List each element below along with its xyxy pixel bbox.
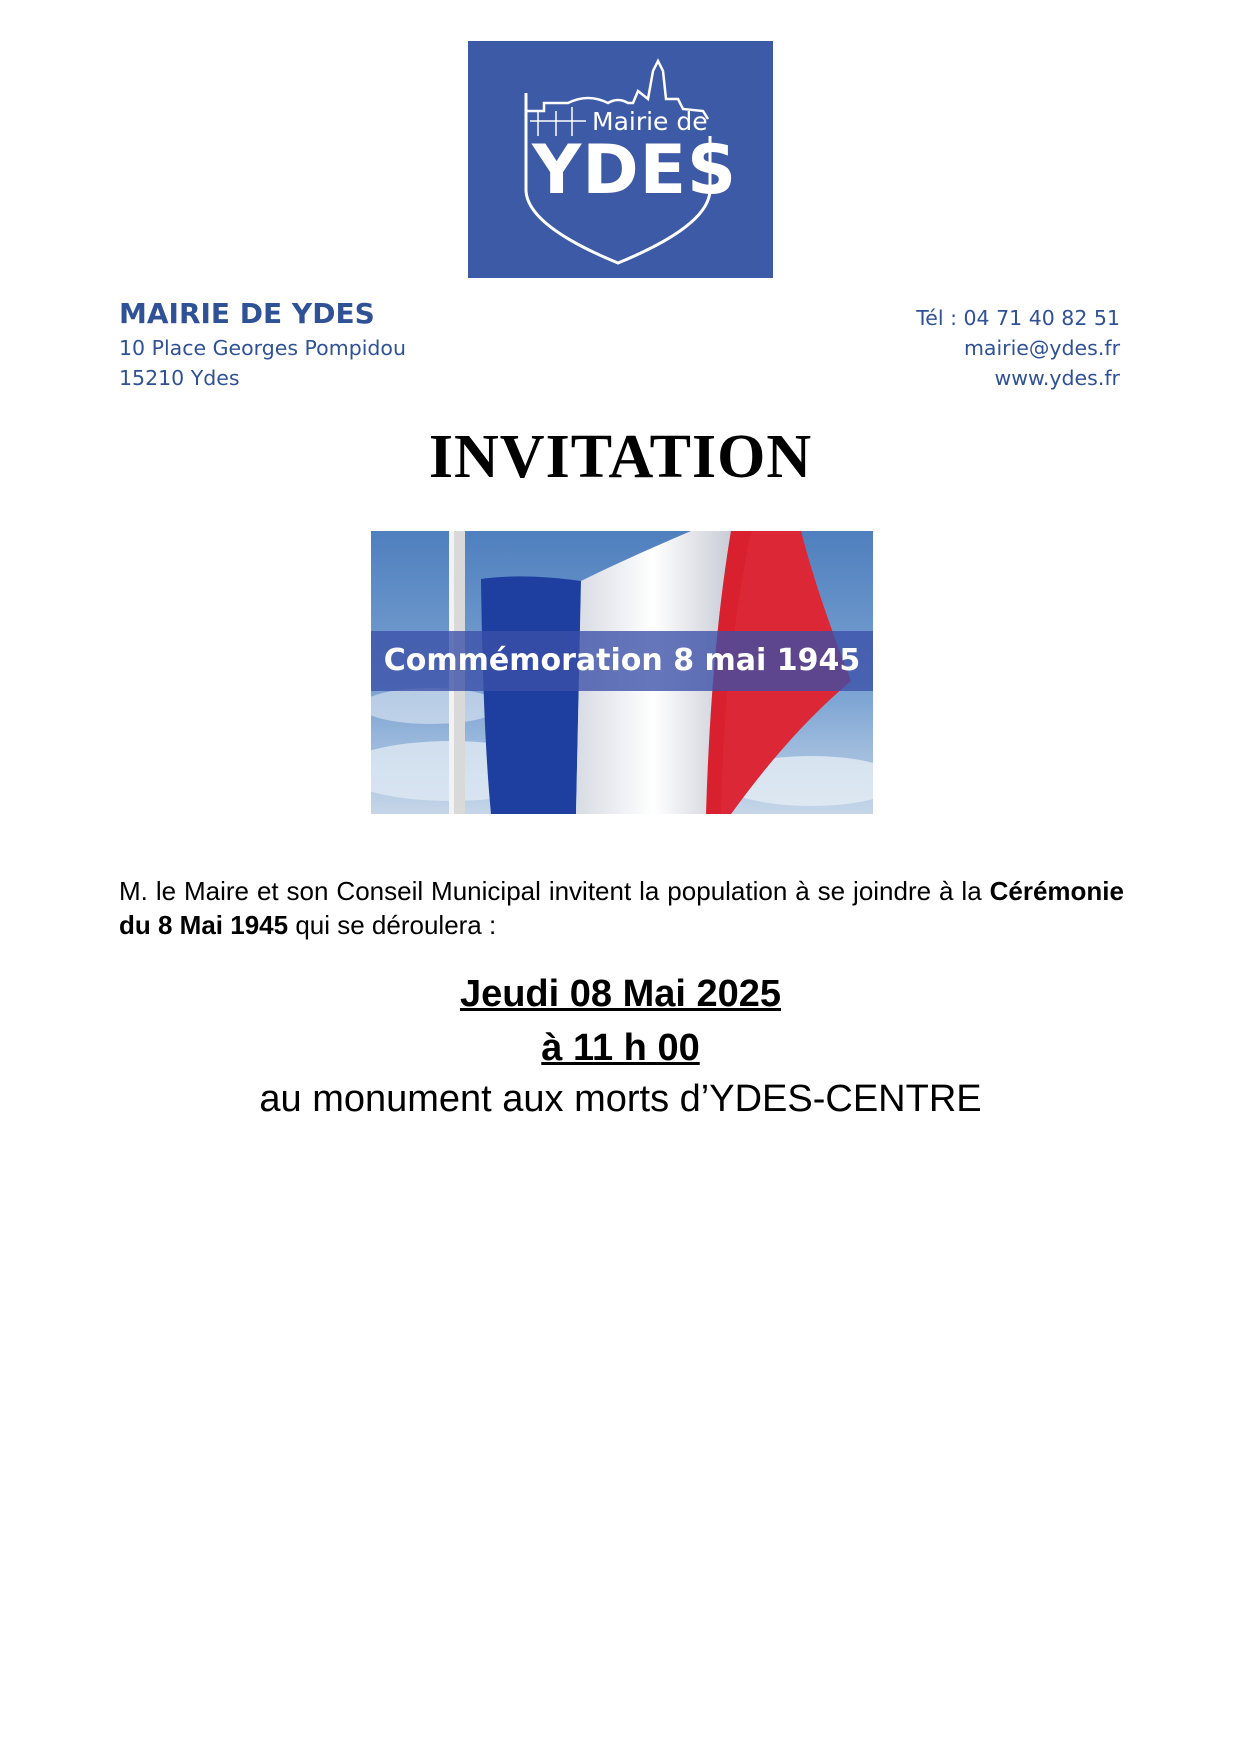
banner-caption: Commémoration 8 mai 1945 (383, 643, 861, 678)
organization-name: MAIRIE DE YDES (119, 297, 375, 330)
website-address: www.ydes.fr (994, 366, 1120, 390)
logo-text-ydes: YDES (532, 131, 738, 210)
invitation-intro: M. le Maire et son Conseil Municipal invitent la population à se joindre à la (119, 876, 982, 906)
phone-number: Tél : 04 71 40 82 51 (916, 306, 1120, 330)
event-place: au monument aux morts d’YDES-CENTRE (259, 1078, 982, 1120)
invitation-paragraph (119, 874, 1124, 942)
address-street: 10 Place Georges Pompidou (119, 336, 406, 360)
event-date: Jeudi 08 Mai 2025 (459, 973, 782, 1015)
ceremony-name: Cérémonie du 8 Mai 1945 (119, 876, 1124, 940)
town-hall-logo (468, 41, 773, 278)
logo-text-mairie-de: Mairie de (592, 107, 708, 136)
page-title: INVITATION (428, 423, 813, 491)
address-city: 15210 Ydes (119, 366, 240, 390)
event-time: à 11 h 00 (541, 1027, 700, 1069)
email-address: mairie@ydes.fr (963, 336, 1120, 360)
commemoration-banner (371, 531, 873, 814)
invitation-outro: qui se déroulera : (295, 910, 497, 940)
